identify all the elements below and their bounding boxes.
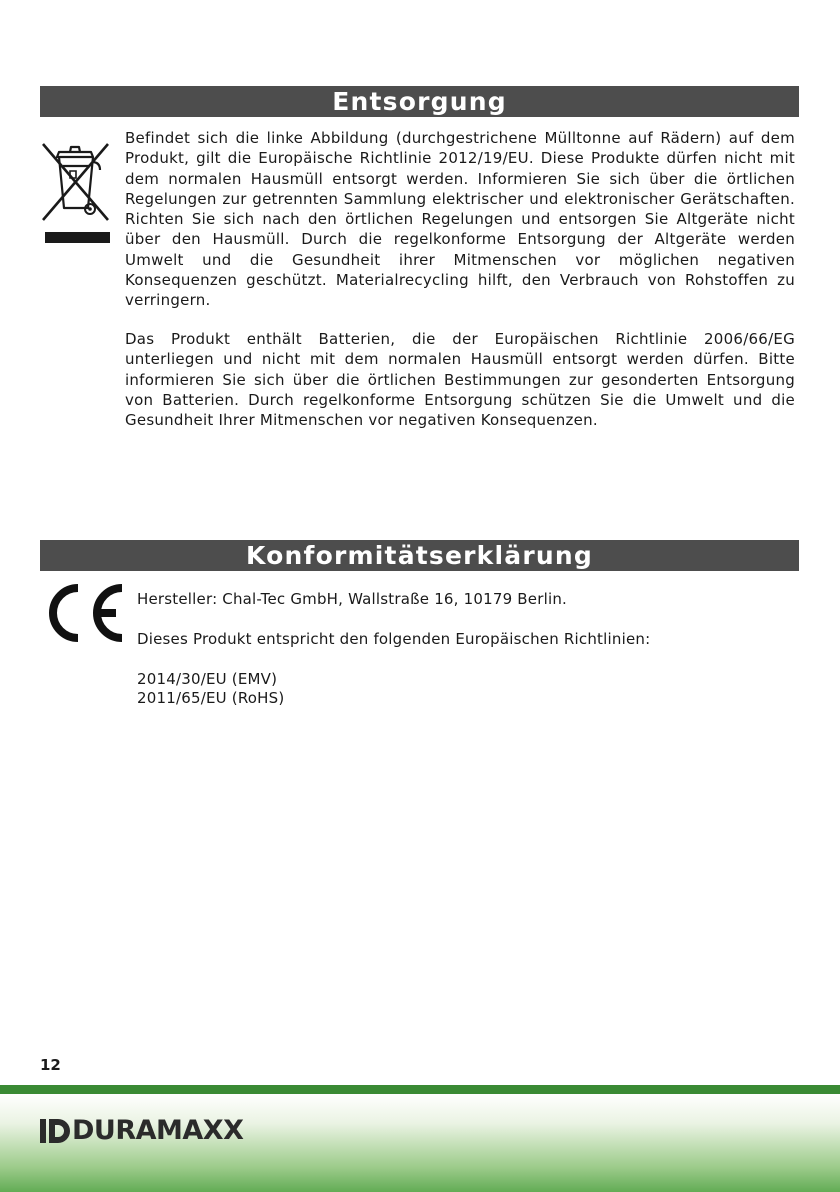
conformity-heading: Konformitätserklärung (40, 540, 799, 571)
brand-d-mark-icon (40, 1118, 74, 1144)
manufacturer-line: Hersteller: Chal-Tec GmbH, Wallstraße 16, 10179 Berlin. (137, 590, 567, 608)
conformity-statement: Dieses Produkt entspricht den folgenden Europäischen Richtlinien: (137, 630, 651, 648)
disposal-paragraph-batteries: Das Produkt enthält Batterien, die der Europäischen Richtlinie 2006/66/EG unterliegen und nicht mit dem normalen Hausmüll entsorgt werden dürfen. Bitte informieren Sie sich über die örtlichen Bestimmungen zur gesonderten Entsorgung von Batterien. Durch regelkonforme Entsorgung schützen Sie die Umwelt und die Gesundheit Ihrer Mitmenschen vor negativen Konsequenzen. (125, 330, 795, 430)
brand-logo (40, 1115, 243, 1147)
directive-rohs: 2011/65/EU (RoHS) (137, 689, 285, 707)
footer-rule (0, 1085, 840, 1094)
directive-emv: 2014/30/EU (EMV) (137, 670, 278, 688)
page-number: 12 (40, 1056, 61, 1074)
crossed-out-wheelie-bin-icon (40, 140, 112, 244)
ce-mark-icon (42, 583, 126, 643)
disposal-heading: Entsorgung (40, 86, 799, 117)
brand-name: DURAMAXX (72, 1115, 244, 1146)
disposal-paragraph-weee: Befindet sich die linke Abbildung (durchgestrichene Mülltonne auf Rädern) auf dem Produkt, gilt die Europäische Richtlinie 2012/19/EU. Diese Produkte dürfen nicht mit dem normalen Hausmüll entsorgt werden. Informieren Sie sich über die örtlichen Regelungen zur getrennten Sammlung elektrischer und elektronischer Gerätschaften. Richten Sie sich nach den örtlichen Regelungen und entsorgen Sie Altgeräte nicht über den Hausmüll. Durch die regelkonforme Entsorgung der Altgeräte werden Umwelt und die Gesundheit ihrer Mitmenschen vor möglichen negativen Konsequenzen geschützt. Materialrecycling hilft, den Verbrauch von Rohstoffen zu verringern. (125, 129, 795, 310)
